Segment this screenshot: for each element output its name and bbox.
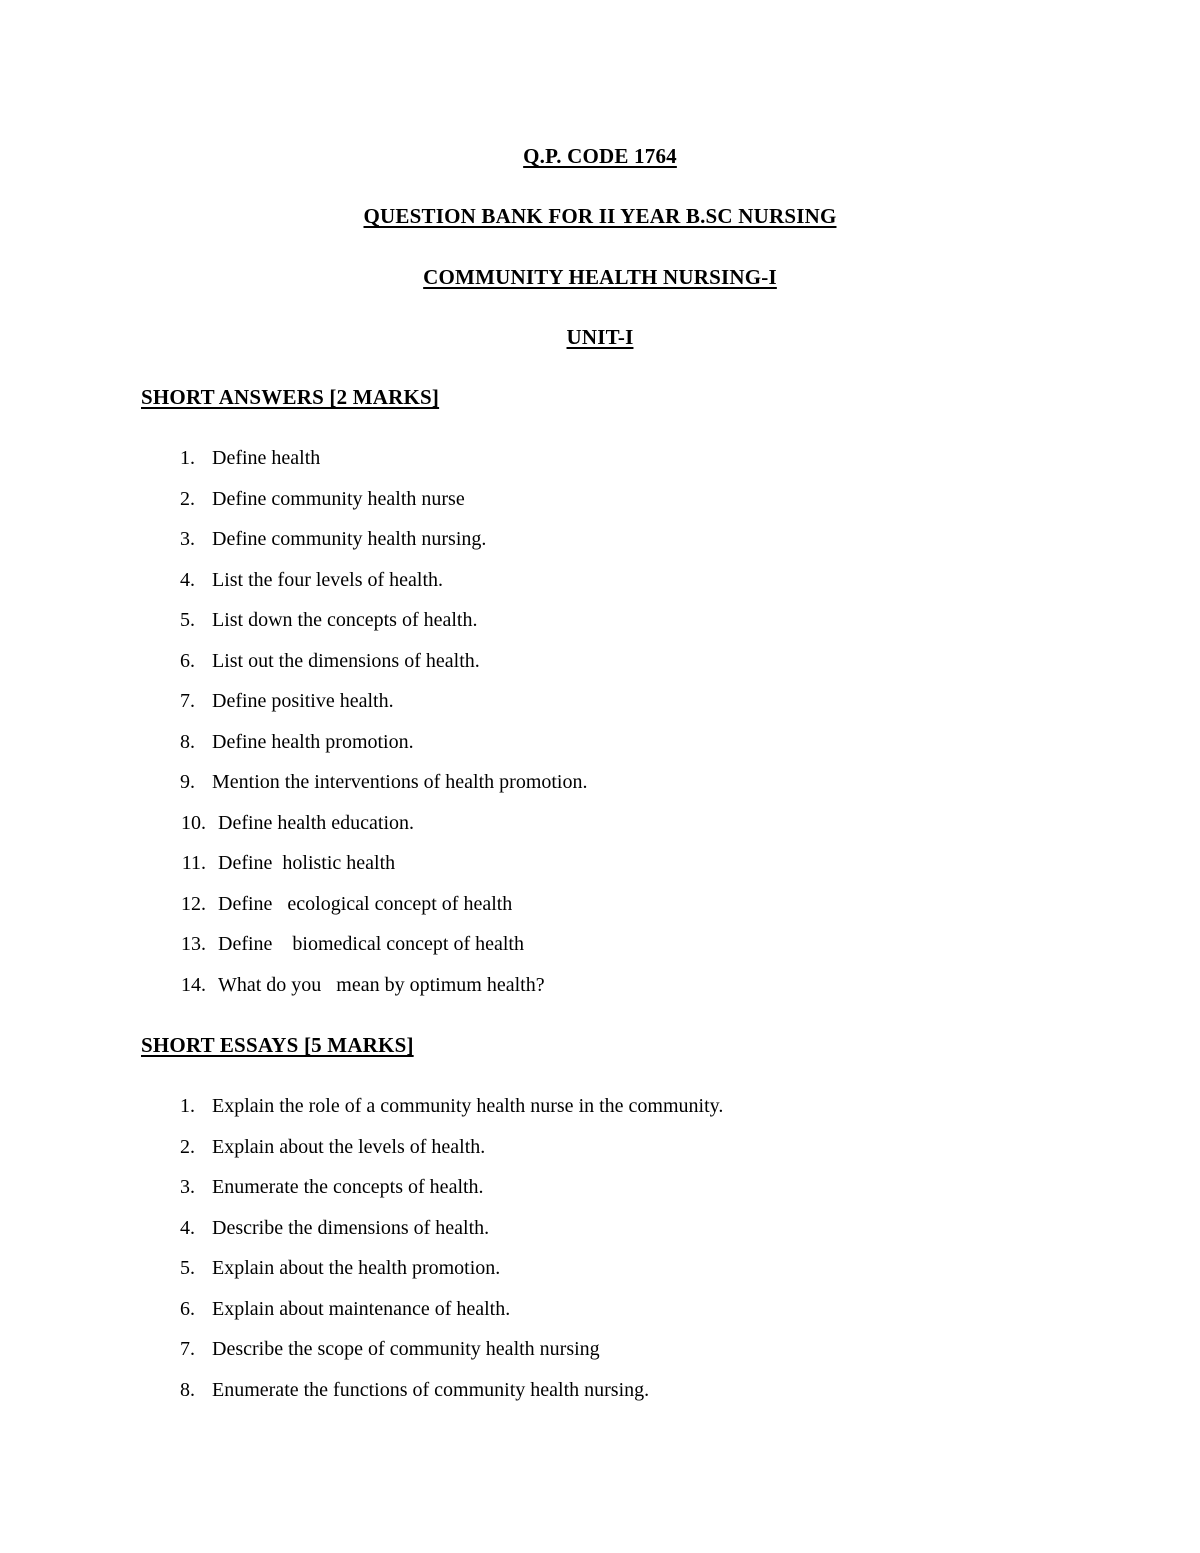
list-item xyxy=(0,1134,1200,1175)
list-item xyxy=(0,486,1200,527)
question-text: Enumerate the concepts of health. xyxy=(212,1176,484,1198)
question-number: 4. xyxy=(180,1216,195,1239)
short-answers-list xyxy=(0,445,1200,1012)
short-essays-heading: SHORT ESSAYS [5 MARKS] xyxy=(141,1033,414,1057)
list-item xyxy=(0,1093,1200,1134)
question-text: Explain about the levels of health. xyxy=(212,1135,486,1158)
question-number: 10. xyxy=(181,811,206,834)
question-text: Define health promotion. xyxy=(212,730,414,753)
question-text: Mention the interventions of health promotion. xyxy=(212,771,588,793)
list-item xyxy=(0,567,1200,608)
question-text: Enumerate the functions of community health nursing. xyxy=(212,1378,650,1401)
list-item xyxy=(0,1377,1200,1418)
question-number: 3. xyxy=(180,528,195,550)
list-item xyxy=(0,1336,1200,1377)
list-item xyxy=(0,445,1200,486)
question-text: List down the concepts of health. xyxy=(212,609,478,631)
question-bank-title: QUESTION BANK FOR II YEAR B.SC NURSING xyxy=(363,204,837,228)
list-item xyxy=(0,931,1200,972)
question-number: 11. xyxy=(181,852,206,874)
subject-title: COMMUNITY HEALTH NURSING-I xyxy=(423,265,777,289)
list-item xyxy=(0,769,1200,810)
question-text: Define health education. xyxy=(218,811,415,834)
list-item xyxy=(0,1296,1200,1337)
list-item xyxy=(0,1174,1200,1215)
question-text: List out the dimensions of health. xyxy=(212,649,480,672)
question-number: 13. xyxy=(181,933,206,955)
list-item xyxy=(0,729,1200,770)
list-item xyxy=(0,850,1200,891)
question-number: 6. xyxy=(180,1297,195,1320)
question-number: 5. xyxy=(180,1257,195,1279)
short-answers-heading: SHORT ANSWERS [2 MARKS] xyxy=(141,385,440,409)
question-number: 5. xyxy=(180,609,195,631)
question-number: 6. xyxy=(180,649,195,672)
question-text: Define holistic health xyxy=(218,852,396,874)
question-number: 14. xyxy=(181,973,206,996)
question-number: 9. xyxy=(180,771,195,793)
list-item xyxy=(0,810,1200,851)
question-number: 8. xyxy=(180,730,195,753)
question-text: List the four levels of health. xyxy=(212,568,444,591)
question-text: Define positive health. xyxy=(212,690,394,712)
question-text: Explain about maintenance of health. xyxy=(212,1297,511,1320)
list-item xyxy=(0,972,1200,1013)
short-essays-list xyxy=(0,1093,1200,1417)
question-number: 4. xyxy=(180,568,195,591)
question-text: Describe the scope of community health nursing xyxy=(212,1338,600,1360)
question-text: Define biomedical concept of health xyxy=(218,933,524,955)
question-text: Explain about the health promotion. xyxy=(212,1257,501,1279)
unit-title: UNIT-I xyxy=(566,325,634,349)
question-text: What do you mean by optimum health? xyxy=(218,973,545,996)
question-number: 1. xyxy=(180,447,195,469)
question-number: 12. xyxy=(181,892,206,915)
list-item xyxy=(0,648,1200,689)
question-number: 1. xyxy=(180,1095,195,1117)
question-number: 8. xyxy=(180,1378,195,1401)
qp-code-title: Q.P. CODE 1764 xyxy=(523,144,677,168)
question-text: Define health xyxy=(212,447,321,469)
question-text: Define community health nursing. xyxy=(212,528,487,550)
question-number: 2. xyxy=(180,1135,195,1158)
list-item xyxy=(0,688,1200,729)
question-text: Describe the dimensions of health. xyxy=(212,1216,490,1239)
list-item xyxy=(0,891,1200,932)
question-text: Define community health nurse xyxy=(212,487,465,510)
question-number: 7. xyxy=(180,690,195,712)
question-number: 7. xyxy=(180,1338,195,1360)
list-item xyxy=(0,1215,1200,1256)
question-number: 2. xyxy=(180,487,195,510)
list-item xyxy=(0,526,1200,567)
question-text: Define ecological concept of health xyxy=(218,892,513,915)
question-number: 3. xyxy=(180,1176,195,1198)
list-item xyxy=(0,607,1200,648)
list-item xyxy=(0,1255,1200,1296)
question-text: Explain the role of a community health nurse in the community. xyxy=(212,1095,724,1117)
